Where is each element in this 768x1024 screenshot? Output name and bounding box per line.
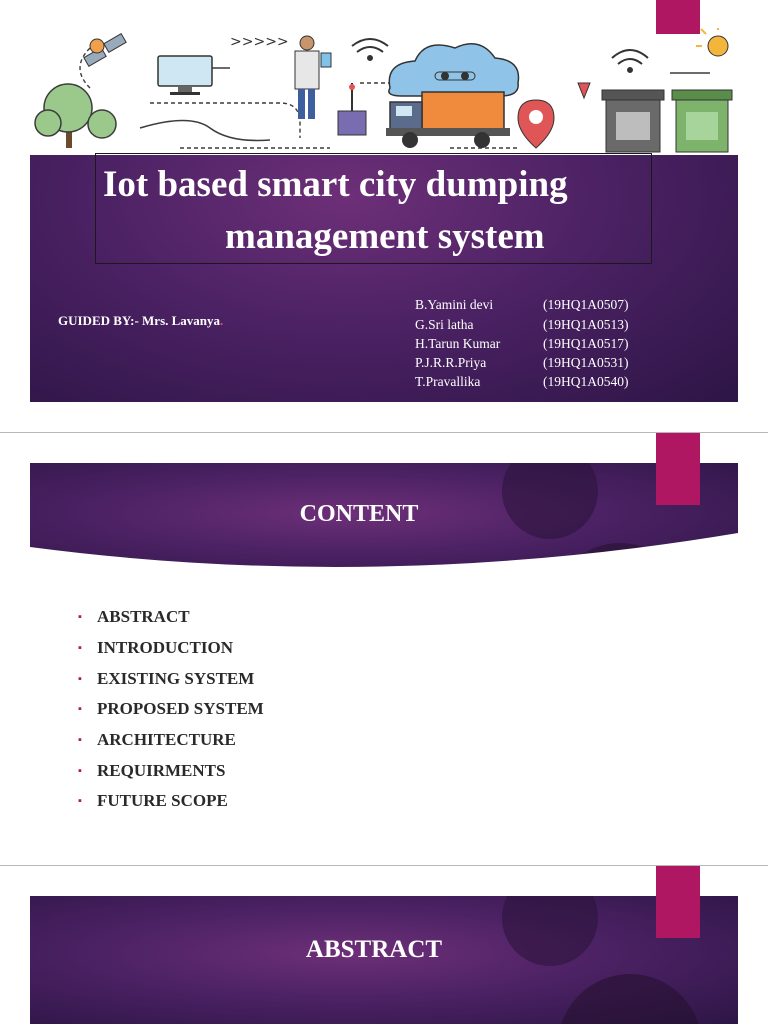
list-item <box>78 786 264 817</box>
slide-abstract <box>0 866 768 1024</box>
slide-title <box>0 0 768 432</box>
svg-text:>>>>>: >>>>> <box>230 34 289 50</box>
accent-tab <box>656 433 700 505</box>
member-roll: (19HQ1A0517) <box>543 336 629 351</box>
iot-illustration <box>30 28 738 155</box>
list-item-label: FUTURE SCOPE <box>97 791 228 811</box>
bullet-icon: ▪ <box>78 703 82 716</box>
tower-icon <box>338 83 366 135</box>
slide-title-line-1: Iot based smart city dumping <box>103 164 568 205</box>
monitor-icon <box>158 56 212 95</box>
accent-tab <box>656 0 700 34</box>
bullet-icon: ▪ <box>78 764 82 777</box>
bullet-icon: ▪ <box>78 795 82 808</box>
content-title: CONTENT <box>299 501 419 527</box>
list-item <box>78 725 264 756</box>
member-name: B.Yamini devi <box>415 297 494 312</box>
content-list <box>78 602 264 817</box>
guided-by <box>58 313 223 329</box>
satellite-icon <box>84 34 126 67</box>
sun-icon <box>696 28 728 56</box>
list-item-label: ARCHITECTURE <box>97 730 236 750</box>
bullet-icon: ▪ <box>78 611 82 624</box>
truck-icon <box>386 92 510 148</box>
list-item <box>78 694 264 725</box>
member-name: G.Sri latha <box>415 317 474 332</box>
slide-content <box>0 433 768 865</box>
list-item-label: PROPOSED SYSTEM <box>97 699 264 719</box>
list-item-label: INTRODUCTION <box>97 638 234 658</box>
member-roll: (19HQ1A0513) <box>543 317 629 332</box>
abstract-banner <box>30 896 738 1024</box>
tree-icon <box>35 84 116 148</box>
location-pin-icon <box>518 100 554 148</box>
list-item <box>78 755 264 786</box>
abstract-title: ABSTRACT <box>305 936 443 963</box>
recycle-bin-icon <box>672 90 732 152</box>
member-name: T.Pravallika <box>415 374 481 389</box>
slide-title-line-2: management system <box>225 216 545 257</box>
list-item <box>78 633 264 664</box>
dustbin-icon <box>602 90 664 152</box>
list-item-label: ABSTRACT <box>97 607 190 627</box>
list-item-label: REQUIRMENTS <box>97 760 226 780</box>
person-icon <box>295 36 331 119</box>
member-roll: (19HQ1A0531) <box>543 355 629 370</box>
content-banner <box>30 463 738 575</box>
cloud-icon <box>389 44 519 96</box>
bullet-icon: ▪ <box>78 642 82 655</box>
bullet-icon: ▪ <box>78 734 82 747</box>
guided-by-dot: . <box>220 313 224 328</box>
list-item-label: EXISTING SYSTEM <box>97 668 255 688</box>
list-item <box>78 602 264 633</box>
accent-tab <box>656 866 700 938</box>
bullet-icon: ▪ <box>78 672 82 685</box>
member-roll: (19HQ1A0507) <box>543 297 629 312</box>
member-roll: (19HQ1A0540) <box>543 374 629 389</box>
member-name: H.Tarun Kumar <box>415 336 501 351</box>
list-item <box>78 663 264 694</box>
guided-by-text: GUIDED BY:- Mrs. Lavanya <box>58 313 221 328</box>
wifi-icon <box>352 39 388 60</box>
member-name: P.J.R.R.Priya <box>415 355 487 370</box>
